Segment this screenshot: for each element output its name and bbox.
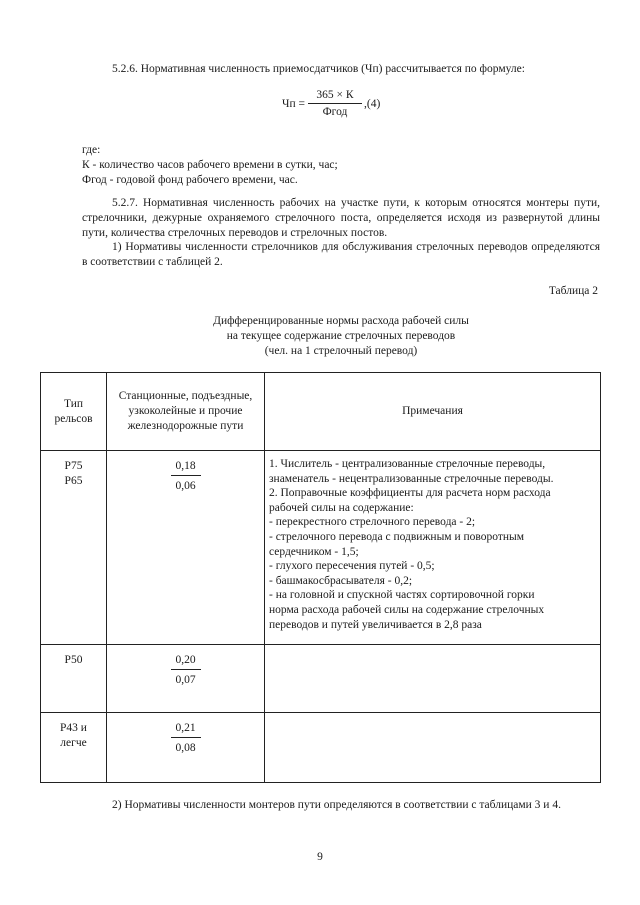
table-label: Таблица 2 [548,285,598,297]
header-tracks: Станционные, подъездные, узкоколейные и прочие железнодорожные пути [107,373,265,451]
formula-numerator: 365 × К [316,89,354,101]
where-line-fgod: Фгод - годовой фонд рабочего времени, час. [82,174,298,186]
section-5-2-6: 5.2.6. Нормативная численность приемосдатчиков (Чп) рассчитывается по формуле: [112,63,525,75]
norm-cell [107,645,265,713]
table-row [41,645,601,713]
norm-fraction: $\frac{0,18}{0,06}$ [171,459,201,493]
where-label: где: [82,144,101,156]
norm-fraction: $\frac{0,21}{0,08}$ [171,721,201,755]
where-line-k: К - количество часов рабочего времени в сутки, час; [82,159,338,171]
item-1: 1) Нормативы численности стрелочников для обслуживания стрелочных переводов определяются в соответствии с таблицей 2. [82,241,600,268]
header-notes: Примечания [265,373,601,451]
norm-fraction: $\frac{0,20}{0,07}$ [171,653,201,687]
notes-cell: 1. Числитель - централизованные стрелочные переводы, знаменатель - нецентрализованные стрелочные переводы. 2. Поправочные коэффициенты для расчета норм расхода рабочей силы на содержание: - перекрестного стрелочного перевода - 2; - стрелочного перевода с подвижным и поворотным сердечником - 1,5; - глухого пересечения путей - 0,5; - башмакосбрасывателя - 0,2; - на головной и спускной частях сортировочной горки норма расхода рабочей силы на содержание стрелочных переводов и путей увеличивается в 2,8 раза [265,451,601,645]
rail-type-cell: Р43 и легче [41,713,107,783]
formula-denominator: Фгод [322,106,348,118]
section-5-2-7: 5.2.7. Нормативная численность рабочих на участке пути, к которым относятся монтеры пути, стрелочники, дежурные охраняемого стрелочного поста, определяется исходя из развернутой длины пути, количества стрелочных переводов и стрелочных постов. [82,197,600,239]
fraction-bar [308,103,362,104]
table-title-line-2: на текущее содержание стрелочных переводов [226,330,456,342]
formula-number: ,(4) [364,98,381,110]
header-rail-type: Тип рельсов [41,373,107,451]
norm-cell [107,451,265,645]
formula-4 [282,88,402,122]
rail-type-cell: Р75 Р65 [41,451,107,645]
item-2: 2) Нормативы численности монтеров пути определяются в соответствии с таблицами 3 и 4. [112,799,561,811]
page-number: 9 [317,851,323,863]
formula-fraction [308,88,362,119]
rail-type-cell: Р50 [41,645,107,713]
formula-lhs: Чп = [282,98,305,110]
table-title-line-3: (чел. на 1 стрелочный перевод) [264,345,418,357]
table-row [41,713,601,783]
table-row [41,451,601,645]
norm-cell [107,713,265,783]
norms-table [40,372,601,783]
table-header-row [41,373,601,451]
notes-cell [265,645,601,713]
table-title-line-1: Дифференцированные нормы расхода рабочей силы [213,315,469,327]
notes-cell [265,713,601,783]
